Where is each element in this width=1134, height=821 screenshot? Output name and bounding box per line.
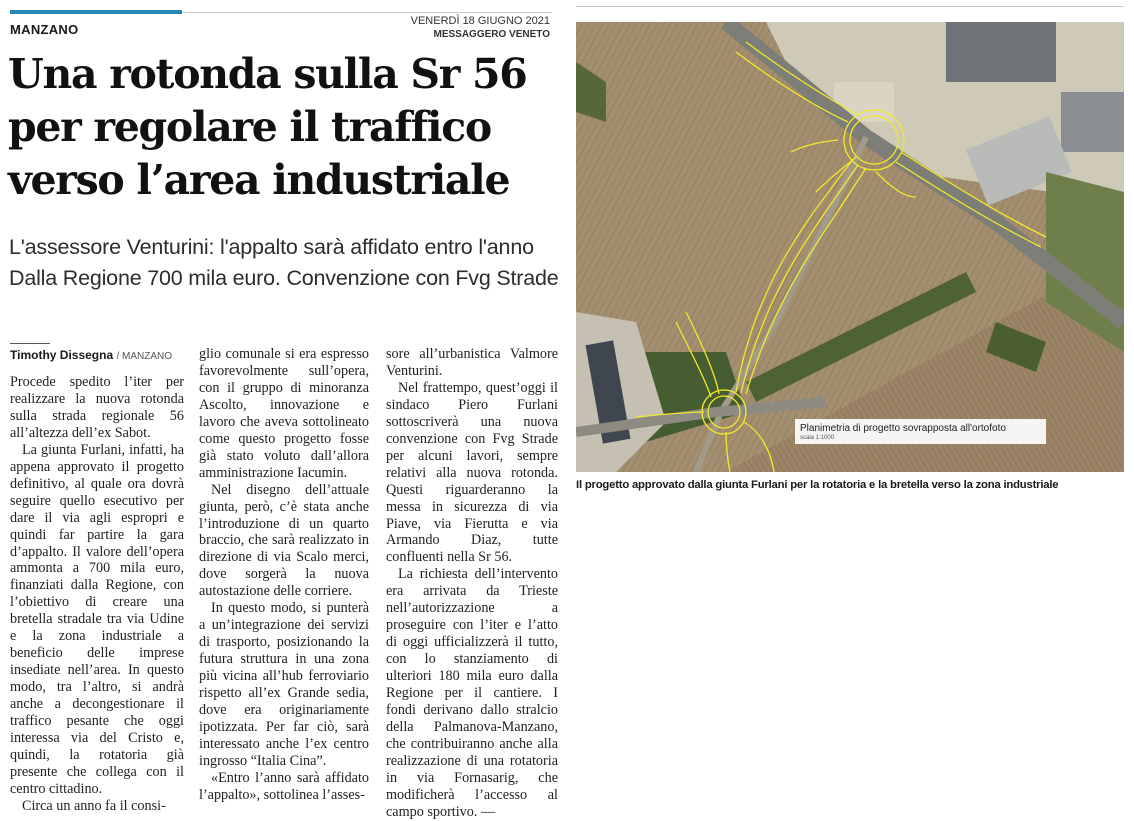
headline-line: Una rotonda sulla Sr 56 bbox=[8, 50, 527, 98]
photo-caption: Il progetto approvato dalla giunta Furlani per la rotatoria e la bretella verso la zona industriale bbox=[576, 479, 1059, 491]
publication-date: VENERDÌ 18 GIUGNO 2021 bbox=[410, 15, 550, 27]
map-label-plate bbox=[795, 419, 1046, 444]
subheadline bbox=[9, 232, 569, 294]
headline-line: per regolare il traffico bbox=[8, 103, 491, 151]
aerial-photo bbox=[576, 22, 1124, 472]
article-column-2 bbox=[199, 346, 369, 804]
building bbox=[946, 22, 1056, 82]
section-accent-bar bbox=[10, 10, 182, 14]
paragraph: La giunta Furlani, infatti, ha appena approvato il progetto definitivo, al quale ora dovrà seguire quello esecutivo per dare il via agli espropri e quindi far partire la gara d’appalto. Il valore dell’opera ammonta a 700 mila euro, finanziati dalla Regione, con l’obiettivo di creare una bretella stradale tra via Udine e la zona industriale a beneficio delle imprese insediate nell’area. In questo modo, tra l’altro, si andrà anche a decongestionare il traffico pesante che oggi interessa via del Cristo e, quindi, la rotatoria già presente che collega con il centro cittadino. bbox=[10, 441, 184, 797]
paragraph: Circa un anno fa il consi- bbox=[22, 797, 166, 814]
paragraph: Nel disegno dell’attuale giunta, però, c’è stata anche l’introduzione di un quarto braccio, che sarà realizzato in direzione di via Scalo merci, dove sorgerà la nuova autostazione delle corriere. bbox=[199, 481, 369, 600]
paragraph: La richiesta dell’intervento era arrivata da Trieste nell’autorizzazione a proseguire con l’iter e l’atto di oggi ufficializzerà il tutto, con lo stanziamento di ulteriori 180 mila euro dalla Regione per il cantiere. I fondi derivano dallo stralcio della Palmanova-Manzano, che contribuiranno anche alla realizzazione di una rotatoria in via Fornasarig, che modificherà l’accesso al campo sportivo. — bbox=[386, 566, 558, 820]
author-name: Timothy Dissegna bbox=[10, 348, 114, 362]
publication-name: MESSAGGERO VENETO bbox=[433, 29, 550, 40]
subheadline-line: Dalla Regione 700 mila euro. Convenzione con Fvg Strade bbox=[9, 266, 559, 290]
subheadline-line: L'assessore Venturini: l'appalto sarà affidato entro l'anno bbox=[9, 235, 534, 259]
map-label-title: Planimetria di progetto sovrapposta all'ortofoto bbox=[800, 423, 1006, 434]
paragraph: glio comunale si era espresso favorevolmente sull’opera, con il gruppo di minoranza Ascolto, innovazione e lavoro che aveva sottolineato come questo progetto fosse già stato voluto dall’allora amministrazione Iacumin. bbox=[199, 346, 369, 481]
paragraph: Procede spedito l’iter per realizzare la nuova rotonda sulla strada regionale 56 all’altezza dell’ex Sabot. bbox=[10, 374, 184, 441]
article-column-3 bbox=[386, 346, 558, 821]
headline-line: verso l’area industriale bbox=[8, 156, 510, 204]
dateline bbox=[411, 15, 550, 41]
map-scale-label: scala 1:1000 bbox=[800, 435, 835, 441]
section-label: MANZANO bbox=[10, 22, 79, 37]
building bbox=[1061, 92, 1124, 152]
paragraph: «Entro l’anno sarà affidato l’appalto», sottolinea l’asses- bbox=[199, 769, 369, 803]
paragraph: In questo modo, si punterà a un’integrazione dei servizi di trasporto, posizionando la futura struttura in una zona più vicina all’hub ferroviario rispetto all’ex Grande sedia, dove era originariamente ipotizzata. Per far ciò, sarà interessato anche l’ex centro ingrosso “Italia Cina”. bbox=[199, 600, 369, 769]
paragraph: Nel frattempo, quest’oggi il sindaco Piero Furlani sottoscriverà una nuova convenzione con Fvg Strade per alcuni lavori, sempre relativi alla nuova rotonda. Questi riguarderanno la messa in sicurezza di via Piave, via Fierutta e via Armando Diaz, tutte confluenti nella Sr 56. bbox=[386, 379, 558, 566]
photo-top-rule bbox=[576, 6, 1124, 7]
article-column-1 bbox=[10, 374, 184, 815]
author-location: / MANZANO bbox=[116, 351, 173, 362]
header-rule bbox=[182, 12, 552, 13]
aerial-photo-drawing bbox=[576, 22, 1124, 472]
headline bbox=[8, 48, 568, 207]
byline-rule bbox=[10, 343, 50, 344]
paragraph: sore all’urbanistica Valmore Venturini. bbox=[386, 346, 558, 379]
byline bbox=[10, 348, 172, 362]
